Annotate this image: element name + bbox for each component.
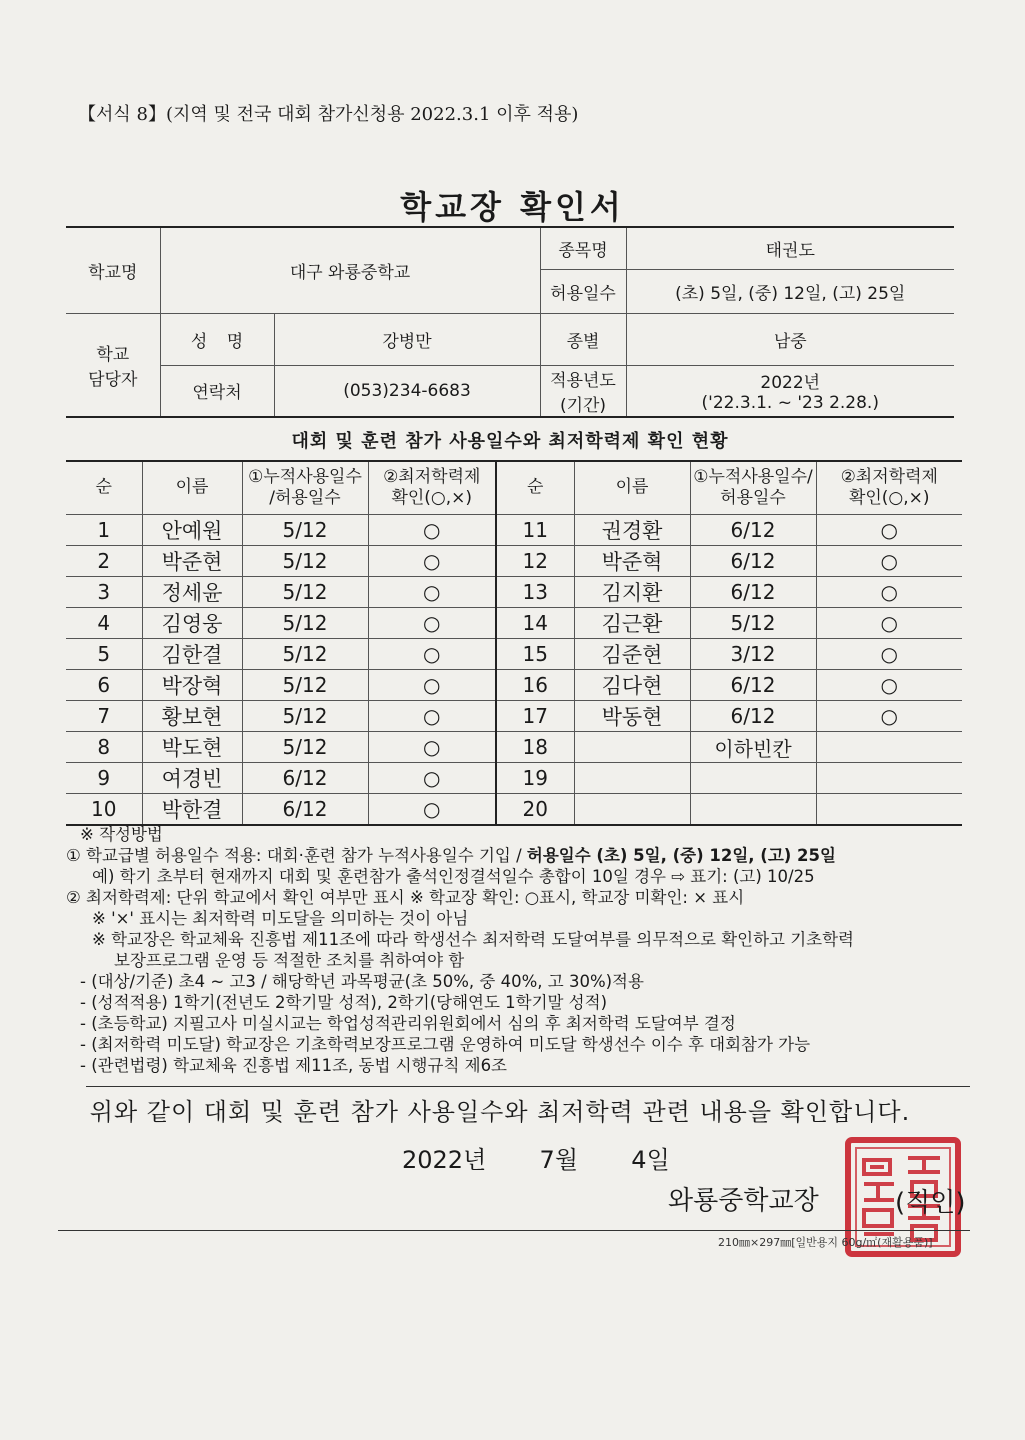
- student-no-cell: 20: [496, 794, 574, 826]
- student-no-cell: 9: [66, 763, 142, 794]
- student-no-cell: 3: [66, 577, 142, 608]
- date-day: 4일: [631, 1146, 670, 1174]
- header-check-left: [368, 461, 496, 515]
- student-no-cell: 12: [496, 546, 574, 577]
- year-value-line1: 2022년: [760, 373, 821, 394]
- date-month: 7월: [539, 1146, 579, 1174]
- header-check-left-line2: 확인(○,×): [391, 488, 473, 508]
- student-check-cell: ○: [368, 515, 496, 546]
- header-days-right-line1: ①누적사용일수/: [693, 466, 813, 487]
- form-tag: 【서식 8】(지역 및 전국 대회 참가신청용 2022.3.1 이후 적용): [78, 104, 579, 125]
- student-check-cell: ○: [816, 515, 962, 546]
- year-label: [540, 365, 626, 417]
- student-check-cell: ○: [368, 794, 496, 826]
- student-name-cell: [574, 794, 690, 826]
- note-line-3: ② 최저학력제: 단위 학교에서 확인 여부만 표시 ※ 학교장 확인: ○표시, 학교장 미확인: × 표시: [66, 888, 745, 907]
- contact-label: 연락처: [160, 365, 274, 417]
- writing-notes: [66, 824, 966, 1076]
- sport-value: 태권도: [626, 227, 954, 269]
- student-days-cell: 6/12: [690, 701, 816, 732]
- student-no-cell: 19: [496, 763, 574, 794]
- table-row: [66, 732, 962, 763]
- note-line-9: - (초등학교) 지필고사 미실시교는 학업성적관리위원회에서 심의 후 최저학력 도달여부 결정: [80, 1014, 736, 1033]
- date-year: 2022년: [402, 1146, 487, 1174]
- student-check-cell: ○: [368, 732, 496, 763]
- note-line-11: - (관련법령) 학교체육 진흥법 제11조, 동법 시행규칙 제6조: [80, 1056, 507, 1075]
- header-check-left-line1: ②최저학력제: [383, 466, 481, 487]
- header-no-left: 순: [66, 461, 142, 515]
- confirmation-text: 위와 같이 대회 및 훈련 참가 사용일수와 최저학력 관련 내용을 확인합니다.: [89, 1098, 911, 1126]
- table-row: [66, 670, 962, 701]
- school-name-value: 대구 와룡중학교: [160, 227, 540, 313]
- student-name-cell: 김근환: [574, 608, 690, 639]
- student-days-cell: 이하빈칸: [690, 732, 816, 763]
- student-days-cell: 5/12: [242, 701, 368, 732]
- student-name-cell: 박동현: [574, 701, 690, 732]
- student-check-cell: ○: [816, 639, 962, 670]
- student-check-cell: ○: [368, 670, 496, 701]
- student-check-cell: ○: [368, 639, 496, 670]
- year-value: [626, 365, 954, 417]
- signing-date: [402, 1140, 670, 1175]
- student-name-cell: 황보현: [142, 701, 242, 732]
- student-check-cell: [816, 763, 962, 794]
- student-days-cell: 5/12: [242, 546, 368, 577]
- seal-label: (직인): [895, 1188, 966, 1218]
- student-check-cell: ○: [368, 546, 496, 577]
- student-no-cell: 6: [66, 670, 142, 701]
- student-no-cell: 4: [66, 608, 142, 639]
- student-days-cell: 6/12: [242, 794, 368, 826]
- student-days-cell: 6/12: [690, 670, 816, 701]
- student-name-cell: 박장혁: [142, 670, 242, 701]
- student-check-cell: ○: [816, 608, 962, 639]
- header-days-right-line2: 허용일수: [720, 488, 786, 508]
- student-days-cell: 5/12: [242, 608, 368, 639]
- student-name-cell: 여경빈: [142, 763, 242, 794]
- manager-name-label: 성 명: [160, 313, 274, 365]
- divider-top: [86, 1086, 970, 1087]
- student-check-cell: ○: [816, 546, 962, 577]
- student-check-cell: ○: [816, 701, 962, 732]
- division-value: 남중: [626, 313, 954, 365]
- student-no-cell: 8: [66, 732, 142, 763]
- allowed-days-label: 허용일수: [540, 269, 626, 313]
- allowed-days-value: (초) 5일, (중) 12일, (고) 25일: [626, 269, 954, 313]
- student-no-cell: 5: [66, 639, 142, 670]
- student-name-cell: 김준현: [574, 639, 690, 670]
- manager-label-line1: 학교: [96, 344, 130, 365]
- student-days-cell: 5/12: [690, 608, 816, 639]
- student-name-cell: 안예원: [142, 515, 242, 546]
- note-line-5: ※ 학교장은 학교체육 진흥법 제11조에 따라 학생선수 최저학력 도달여부를 의무적으로 확인하고 기초학력: [92, 930, 854, 949]
- table-row: [66, 608, 962, 639]
- student-check-cell: ○: [368, 701, 496, 732]
- table-row: [66, 701, 962, 732]
- student-no-cell: 17: [496, 701, 574, 732]
- note-line-8: - (성적적용) 1학기(전년도 2학기말 성적), 2학기(당해연도 1학기말 성적): [80, 993, 608, 1012]
- header-name-left: 이름: [142, 461, 242, 515]
- student-name-cell: [574, 732, 690, 763]
- student-days-cell: 6/12: [690, 515, 816, 546]
- header-name-right: 이름: [574, 461, 690, 515]
- header-days-left-line1: ①누적사용일수: [248, 466, 362, 487]
- header-check-right-line1: ②최저학력제: [840, 466, 938, 487]
- student-no-cell: 2: [66, 546, 142, 577]
- student-no-cell: 18: [496, 732, 574, 763]
- note-line-6: 보장프로그램 운영 등 적절한 조치를 취하여야 함: [114, 951, 465, 970]
- student-days-cell: 5/12: [242, 515, 368, 546]
- student-days-cell: [690, 763, 816, 794]
- student-check-cell: ○: [816, 577, 962, 608]
- table-row: [66, 763, 962, 794]
- section-title: 대회 및 훈련 참가 사용일수와 최저학력제 확인 현황: [291, 431, 729, 452]
- table-row: [66, 577, 962, 608]
- student-name-cell: [574, 763, 690, 794]
- year-label-line2: (기간): [559, 395, 607, 416]
- student-name-cell: 정세윤: [142, 577, 242, 608]
- page-title: 학교장 확인서: [400, 188, 625, 226]
- student-name-cell: 박한결: [142, 794, 242, 826]
- students-body: [66, 515, 962, 826]
- student-name-cell: 권경환: [574, 515, 690, 546]
- note-line-1b: 허용일수 (초) 5일, (중) 12일, (고) 25일: [526, 846, 836, 865]
- student-no-cell: 15: [496, 639, 574, 670]
- student-days-cell: 6/12: [690, 546, 816, 577]
- student-no-cell: 7: [66, 701, 142, 732]
- school-name-label: 학교명: [66, 227, 160, 313]
- header-days-left: [242, 461, 368, 515]
- table-row: [66, 546, 962, 577]
- student-check-cell: [816, 732, 962, 763]
- manager-label-line2: 담당자: [88, 369, 138, 390]
- note-line-7: - (대상/기준) 초4 ~ 고3 / 해당학년 과목평균(초 50%, 중 40%, 고 30%)적용: [80, 972, 644, 991]
- student-no-cell: 14: [496, 608, 574, 639]
- header-check-right: [816, 461, 962, 515]
- student-days-cell: 5/12: [242, 577, 368, 608]
- student-name-cell: 김영웅: [142, 608, 242, 639]
- student-name-cell: 박도현: [142, 732, 242, 763]
- student-days-cell: 6/12: [690, 577, 816, 608]
- student-name-cell: 김한결: [142, 639, 242, 670]
- student-check-cell: ○: [368, 608, 496, 639]
- student-days-cell: 5/12: [242, 732, 368, 763]
- division-label: 종별: [540, 313, 626, 365]
- student-days-cell: 5/12: [242, 639, 368, 670]
- student-days-cell: 6/12: [242, 763, 368, 794]
- table-row: [66, 515, 962, 546]
- student-name-cell: 박준혁: [574, 546, 690, 577]
- student-days-cell: 3/12: [690, 639, 816, 670]
- students-table: [66, 460, 962, 826]
- note-line-1a: ① 학교급별 허용일수 적용: 대회·훈련 참가 누적사용일수 기입 /: [66, 846, 527, 865]
- notes-heading: ※ 작성방법: [80, 825, 163, 844]
- year-value-line2: ('22.3.1. ~ '23 2.28.): [701, 393, 879, 414]
- student-check-cell: ○: [816, 670, 962, 701]
- manager-label: [66, 313, 160, 417]
- divider-bottom: [58, 1230, 970, 1231]
- student-days-cell: [690, 794, 816, 826]
- principal-name: 와룡중학교장: [668, 1186, 819, 1216]
- student-name-cell: 김지환: [574, 577, 690, 608]
- header-no-right: 순: [496, 461, 574, 515]
- student-no-cell: 10: [66, 794, 142, 826]
- note-line-10: - (최저학력 미도달) 학교장은 기초학력보장프로그램 운영하여 미도달 학생선수 이수 후 대회참가 가능: [80, 1035, 811, 1054]
- student-no-cell: 1: [66, 515, 142, 546]
- student-check-cell: ○: [368, 577, 496, 608]
- student-no-cell: 13: [496, 577, 574, 608]
- note-line-1: [66, 845, 966, 866]
- paper-size-note: 210㎜×297㎜[일반용지 60g/㎡(재활용품)]: [718, 1236, 933, 1249]
- note-line-4: ※ '×' 표시는 최저학력 미도달을 의미하는 것이 아님: [92, 909, 469, 928]
- year-label-line1: 적용년도: [550, 370, 616, 391]
- header-days-right: [690, 461, 816, 515]
- school-info-table: [66, 226, 954, 418]
- student-name-cell: 박준현: [142, 546, 242, 577]
- contact-value: (053)234-6683: [274, 365, 540, 417]
- table-row: [66, 794, 962, 826]
- student-name-cell: 김다현: [574, 670, 690, 701]
- table-row: [66, 639, 962, 670]
- student-days-cell: 5/12: [242, 670, 368, 701]
- student-no-cell: 11: [496, 515, 574, 546]
- student-check-cell: [816, 794, 962, 826]
- note-line-2: 예) 학기 초부터 현재까지 대회 및 훈련참가 출석인정결석일수 총합이 10일 경우 ⇨ 표기: (고) 10/25: [92, 867, 815, 886]
- manager-name-value: 강병만: [274, 313, 540, 365]
- sport-label: 종목명: [540, 227, 626, 269]
- header-check-right-line2: 확인(○,×): [848, 488, 930, 508]
- student-check-cell: ○: [368, 763, 496, 794]
- student-no-cell: 16: [496, 670, 574, 701]
- header-days-left-line2: /허용일수: [269, 488, 341, 508]
